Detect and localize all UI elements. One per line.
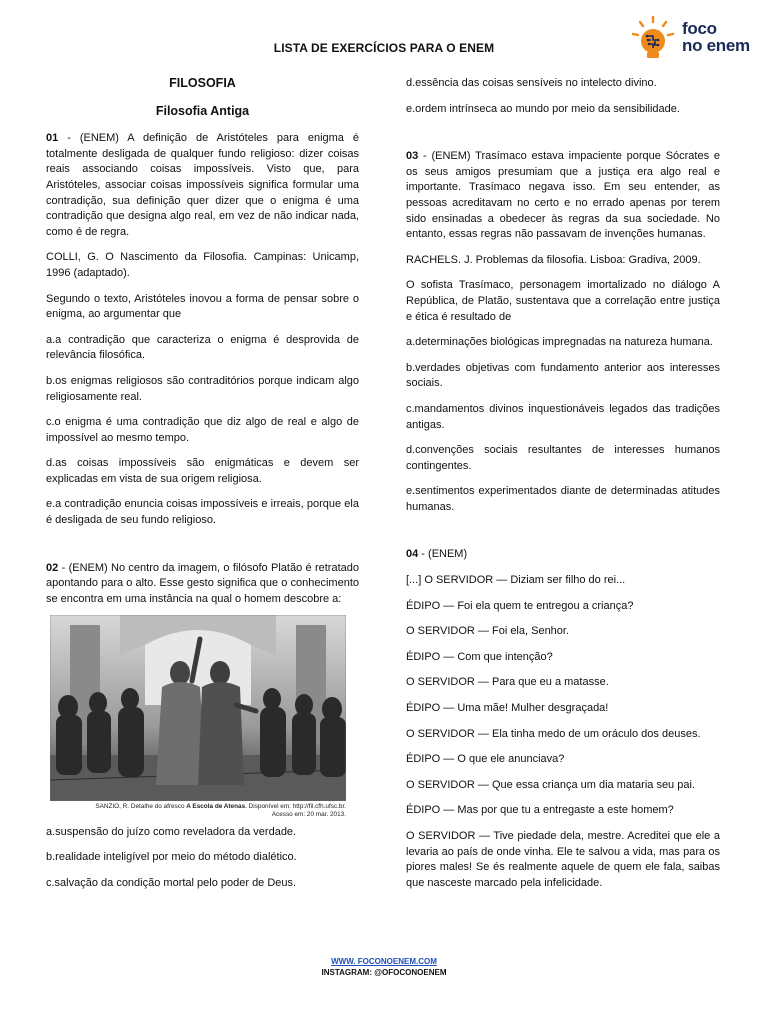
- question-2-text: - (ENEM) No centro da imagem, o filósofo Platão é retratado apontando para o alto. Esse gesto significa que o conhecimento se encontra em uma instância na qual o homem descobre a:: [46, 561, 359, 605]
- question-3-prompt: O sofista Trasímaco, personagem imortalizado no diálogo A República, de Platão, sustentava que a correlação entre justiça e ética é resultado de: [406, 279, 720, 323]
- caption-suffix: . Disponível em: http://fil.cfh.ufsc.br.: [245, 803, 346, 811]
- caption-access: Acesso em: 20 mar. 2013.: [271, 811, 346, 819]
- question-3-source: RACHELS. J. Problemas da filosofia. Lisboa: Gradiva, 2009.: [406, 253, 701, 266]
- question-4-statement: [406, 547, 720, 563]
- question-2-number: 02: [46, 561, 59, 574]
- section-subtitle: Filosofia Antiga: [155, 103, 250, 118]
- question-2-option-e[interactable]: e.ordem intrínseca ao mundo por meio da sensibilidade.: [406, 102, 680, 115]
- dialogue-line: O SERVIDOR — Que essa criança um dia mataria seu pai.: [406, 778, 695, 791]
- question-2-option-a[interactable]: a.suspensão do juízo como reveladora da verdade.: [46, 825, 297, 838]
- question-2-option-d[interactable]: d.essência das coisas sensíveis no intelecto divino.: [406, 77, 657, 89]
- question-1-option-a[interactable]: a.a contradição que caracteriza o enigma é desprovida de relevância filosófica.: [46, 333, 359, 362]
- right-column: [406, 76, 720, 901]
- page-title: LISTA DE EXERCÍCIOS PARA O ENEM: [273, 41, 495, 55]
- instagram-handle: INSTAGRAM: @OFOCONOENEM: [321, 968, 447, 977]
- dialogue-line: O SERVIDOR — Ela tinha medo de um oráculo dos deuses.: [406, 727, 701, 740]
- question-1-prompt: Segundo o texto, Aristóteles inovou a forma de pensar sobre o enigma, ao argumentar que: [46, 292, 359, 321]
- question-4-number: 04: [406, 548, 419, 561]
- question-3-option-e[interactable]: e.sentimentos experimentados diante de determinadas atitudes humanas.: [406, 485, 720, 513]
- question-1-number: 01: [46, 132, 59, 145]
- question-1-option-d[interactable]: d.as coisas impossíveis são enigmáticas e devem ser explicadas em vista de sua origem religiosa.: [46, 457, 359, 485]
- dialogue-line: ÉDIPO — Com que intenção?: [406, 650, 553, 663]
- subject-heading: FILOSOFIA: [169, 76, 236, 90]
- question-2-statement: [46, 561, 359, 608]
- dialogue-line: [...] O SERVIDOR — Diziam ser filho do rei...: [406, 574, 626, 587]
- question-1-option-c[interactable]: c.o enigma é uma contradição que diz algo de real e algo de impossível ao mesmo tempo.: [46, 416, 359, 444]
- question-2-option-b[interactable]: b.realidade inteligível por meio do método dialético.: [46, 851, 297, 864]
- school-of-athens-figure: [50, 615, 346, 818]
- question-3-statement: [406, 149, 720, 243]
- caption-prefix: SANZIO, R. Detalhe do afresco: [95, 803, 187, 811]
- question-3-number: 03: [406, 150, 419, 163]
- question-1-source: COLLI, G. O Nascimento da Filosofia. Campinas: Unicamp, 1996 (adaptado).: [46, 251, 359, 279]
- dialogue-line: ÉDIPO — Uma mãe! Mulher desgraçada!: [406, 702, 609, 715]
- dialogue-line: O SERVIDOR — Tive piedade dela, mestre. Acreditei que ele a levaria ao país de onde vinha. Ele te salvou a vida, mas para os piores males! Se és realmente aquele de quem ele fala, saibas que nasceste marcado pela infelicidade.: [406, 830, 720, 889]
- question-3-option-c[interactable]: c.mandamentos divinos inquestionáveis legados das tradições antigas.: [406, 402, 720, 431]
- question-3-text: - (ENEM) Trasímaco estava impaciente porque Sócrates e os seus amigos presumiam que a justiça era algo real e importante. Trasímaco negava isso. Em seu entender, as pessoas acreditavam no certo e no errado apenas por terem sido ensinadas a obedecer às regras da sua sociedade. No entanto, essas regras não passavam de invenções humanas.: [406, 150, 720, 241]
- left-column: [46, 76, 359, 901]
- website-link[interactable]: WWW. FOCONOENEM.COM: [331, 957, 437, 966]
- school-of-athens-image: [50, 615, 346, 801]
- question-1-option-b[interactable]: b.os enigmas religiosos são contraditórios porque indicam algo religiosamente real.: [46, 374, 359, 403]
- dialogue-line: ÉDIPO — O que ele anunciava?: [406, 753, 565, 766]
- dialogue-line: O SERVIDOR — Foi ela, Senhor.: [406, 625, 570, 638]
- dialogue-line: ÉDIPO — Mas por que tu a entregaste a este homem?: [406, 804, 674, 817]
- figure-caption: [50, 803, 346, 818]
- question-1-option-e[interactable]: e.a contradição enuncia coisas impossíveis e irreais, porque ela é desligada de seu fundo religioso.: [46, 498, 359, 527]
- dialogue-line: O SERVIDOR — Para que eu a matasse.: [406, 676, 609, 689]
- question-3-option-d[interactable]: d.convenções sociais resultantes de interesses humanos contingentes.: [406, 444, 720, 472]
- logo-line-1: foco: [682, 19, 717, 38]
- question-3-option-a[interactable]: a.determinações biológicas impregnadas na natureza humana.: [406, 336, 713, 349]
- question-4-text: - (ENEM): [418, 548, 468, 561]
- dialogue-line: ÉDIPO — Foi ela quem te entregou a criança?: [406, 599, 634, 612]
- question-1-text: - (ENEM) A definição de Aristóteles para enigma é totalmente desligada de qualquer fundo religioso: dizer coisas reais associando coisas impossíveis. Visto que, para Aristóteles, associar coisas impossíveis significa formular uma contradição, sua definição quer dizer que o enigma é uma contradição que designa algo real, em vez de não indicar nada, como é de regra.: [46, 132, 359, 238]
- question-1-statement: [46, 131, 359, 240]
- page-footer: [0, 956, 768, 978]
- caption-work-title: A Escola de Atenas: [186, 803, 246, 811]
- logo-line-2: no enem: [682, 36, 750, 55]
- question-2-option-c[interactable]: c.salvação da condição mortal pelo poder de Deus.: [46, 876, 297, 889]
- question-3-option-b[interactable]: b.verdades objetivas com fundamento anterior aos interesses sociais.: [406, 361, 720, 390]
